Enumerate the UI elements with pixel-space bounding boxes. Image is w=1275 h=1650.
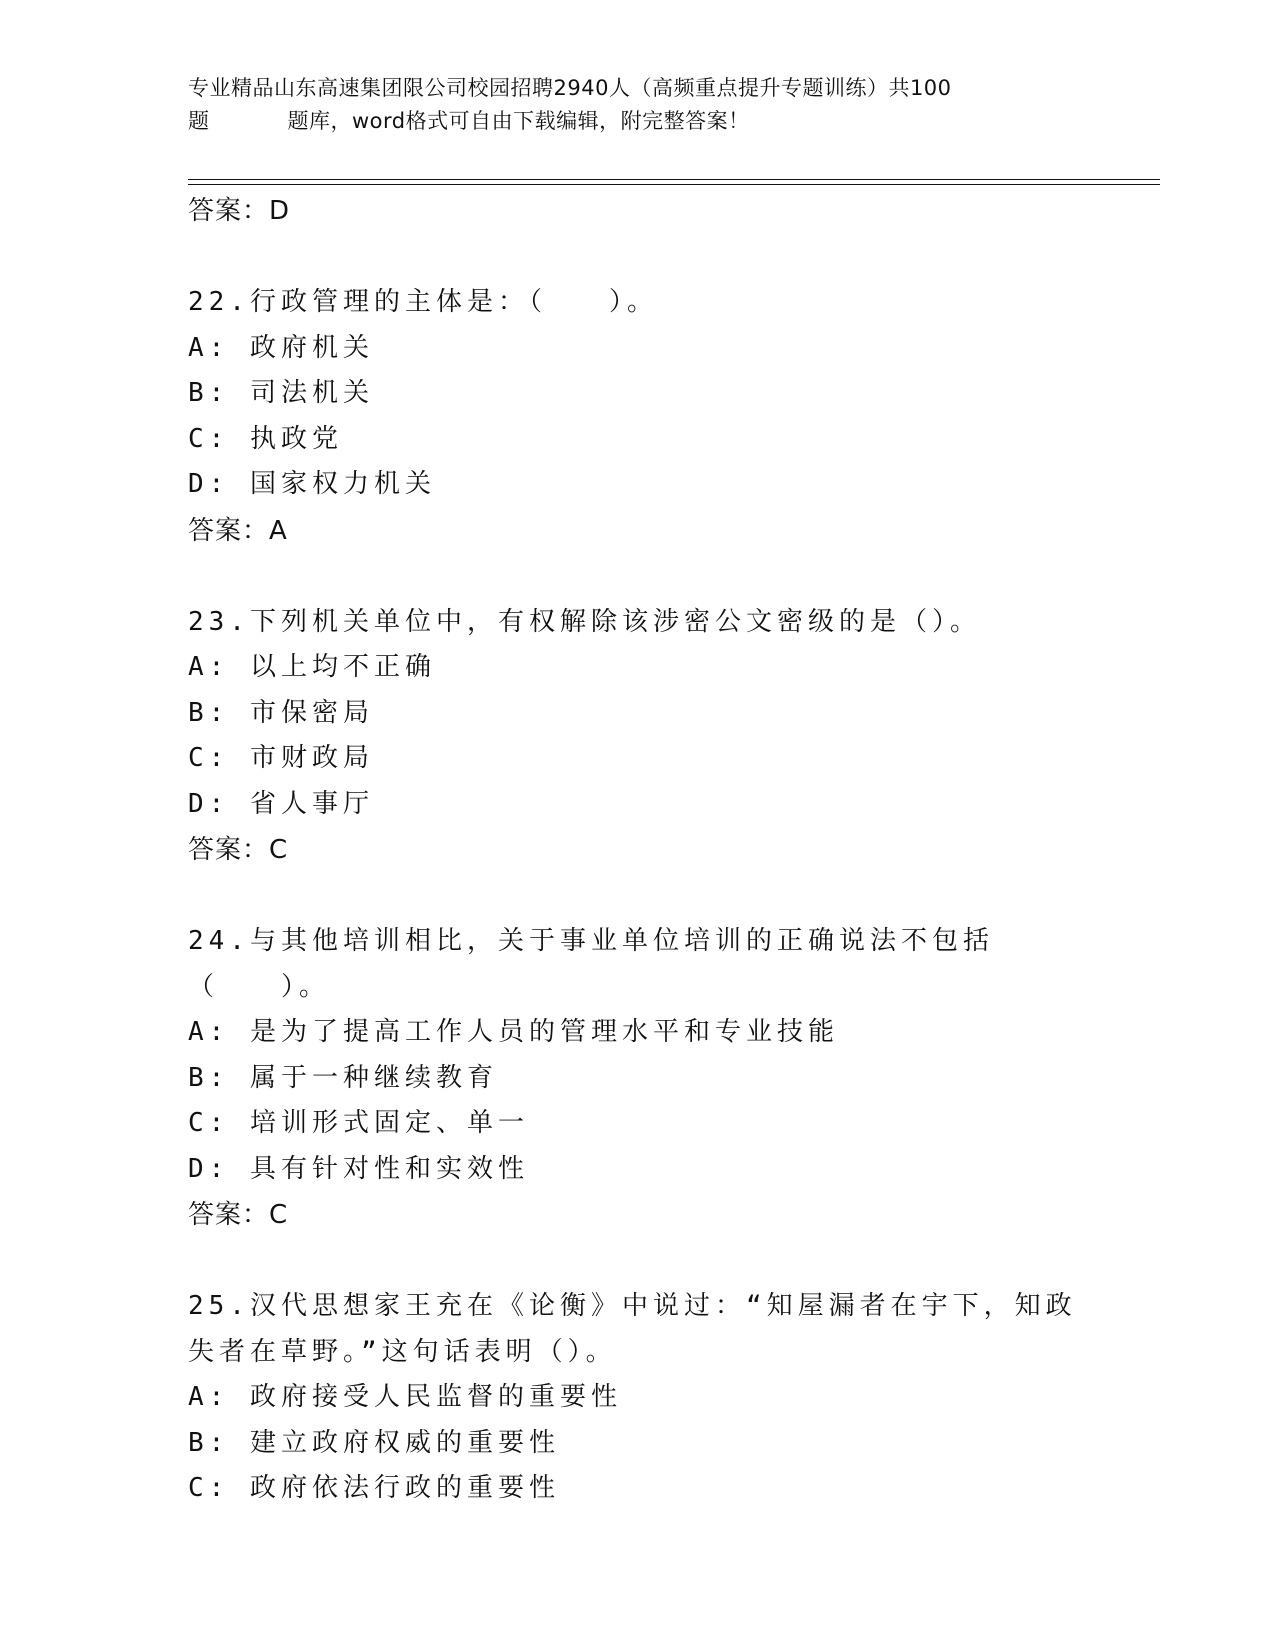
- answer-line: 答案：C: [188, 835, 289, 865]
- option-c: C: 执政党: [188, 423, 343, 454]
- option-d: D: 具有针对性和实效性: [188, 1153, 529, 1184]
- question-text: 25.汉代思想家王充在《论衡》中说过：“知屋漏者在宇下，知政失者在草野。”这句话表明（）。: [188, 1291, 1077, 1367]
- question-block-25: [188, 1284, 1148, 1512]
- answer-line: 答案：C: [188, 1200, 289, 1230]
- option-a: A: 是为了提高工作人员的管理水平和专业技能: [188, 1017, 839, 1047]
- header-divider-top: [188, 179, 1160, 180]
- option-b: B: 属于一种继续教育: [188, 1062, 498, 1093]
- header-line2-right: 题库，word格式可自由下载编辑，附完整答案！: [287, 109, 750, 133]
- answer-line: 答案：A: [188, 515, 288, 546]
- question-block-22: [188, 280, 1148, 554]
- header-title-line: 专业精品山东高速集团限公司校园招聘2940人（高频重点提升专题训练）共100: [188, 76, 952, 100]
- option-b: B: 司法机关: [188, 378, 374, 408]
- header-divider-bottom: [188, 184, 1160, 185]
- document-header: [188, 72, 1088, 138]
- question-text: 24.与其他培训相比，关于事业单位培训的正确说法不包括（ ）。: [188, 926, 994, 1002]
- option-b: B: 市保密局: [188, 697, 374, 728]
- option-c: C: 市财政局: [188, 743, 374, 773]
- option-c: C: 政府依法行政的重要性: [188, 1473, 560, 1503]
- option-d: D: 省人事厅: [188, 788, 374, 819]
- option-c: C: 培训形式固定、单一: [188, 1108, 529, 1138]
- option-b: B: 建立政府权威的重要性: [188, 1427, 560, 1458]
- question-block-23: [188, 600, 1148, 874]
- header-line2-left: 题: [188, 109, 210, 133]
- question-text: 22.行政管理的主体是：（ ）。: [188, 287, 658, 317]
- question-list: [188, 188, 1148, 1512]
- option-d: D: 国家权力机关: [188, 469, 436, 499]
- question-text: 23.下列机关单位中，有权解除该涉密公文密级的是（）。: [188, 606, 981, 637]
- option-a: A: 以上均不正确: [188, 652, 436, 682]
- answer-line: 答案：D: [188, 196, 291, 226]
- question-block-24: [188, 919, 1148, 1238]
- header-subtitle-line: [188, 105, 1088, 138]
- option-a: A: 政府机关: [188, 332, 374, 363]
- option-a: A: 政府接受人民监督的重要性: [188, 1382, 622, 1412]
